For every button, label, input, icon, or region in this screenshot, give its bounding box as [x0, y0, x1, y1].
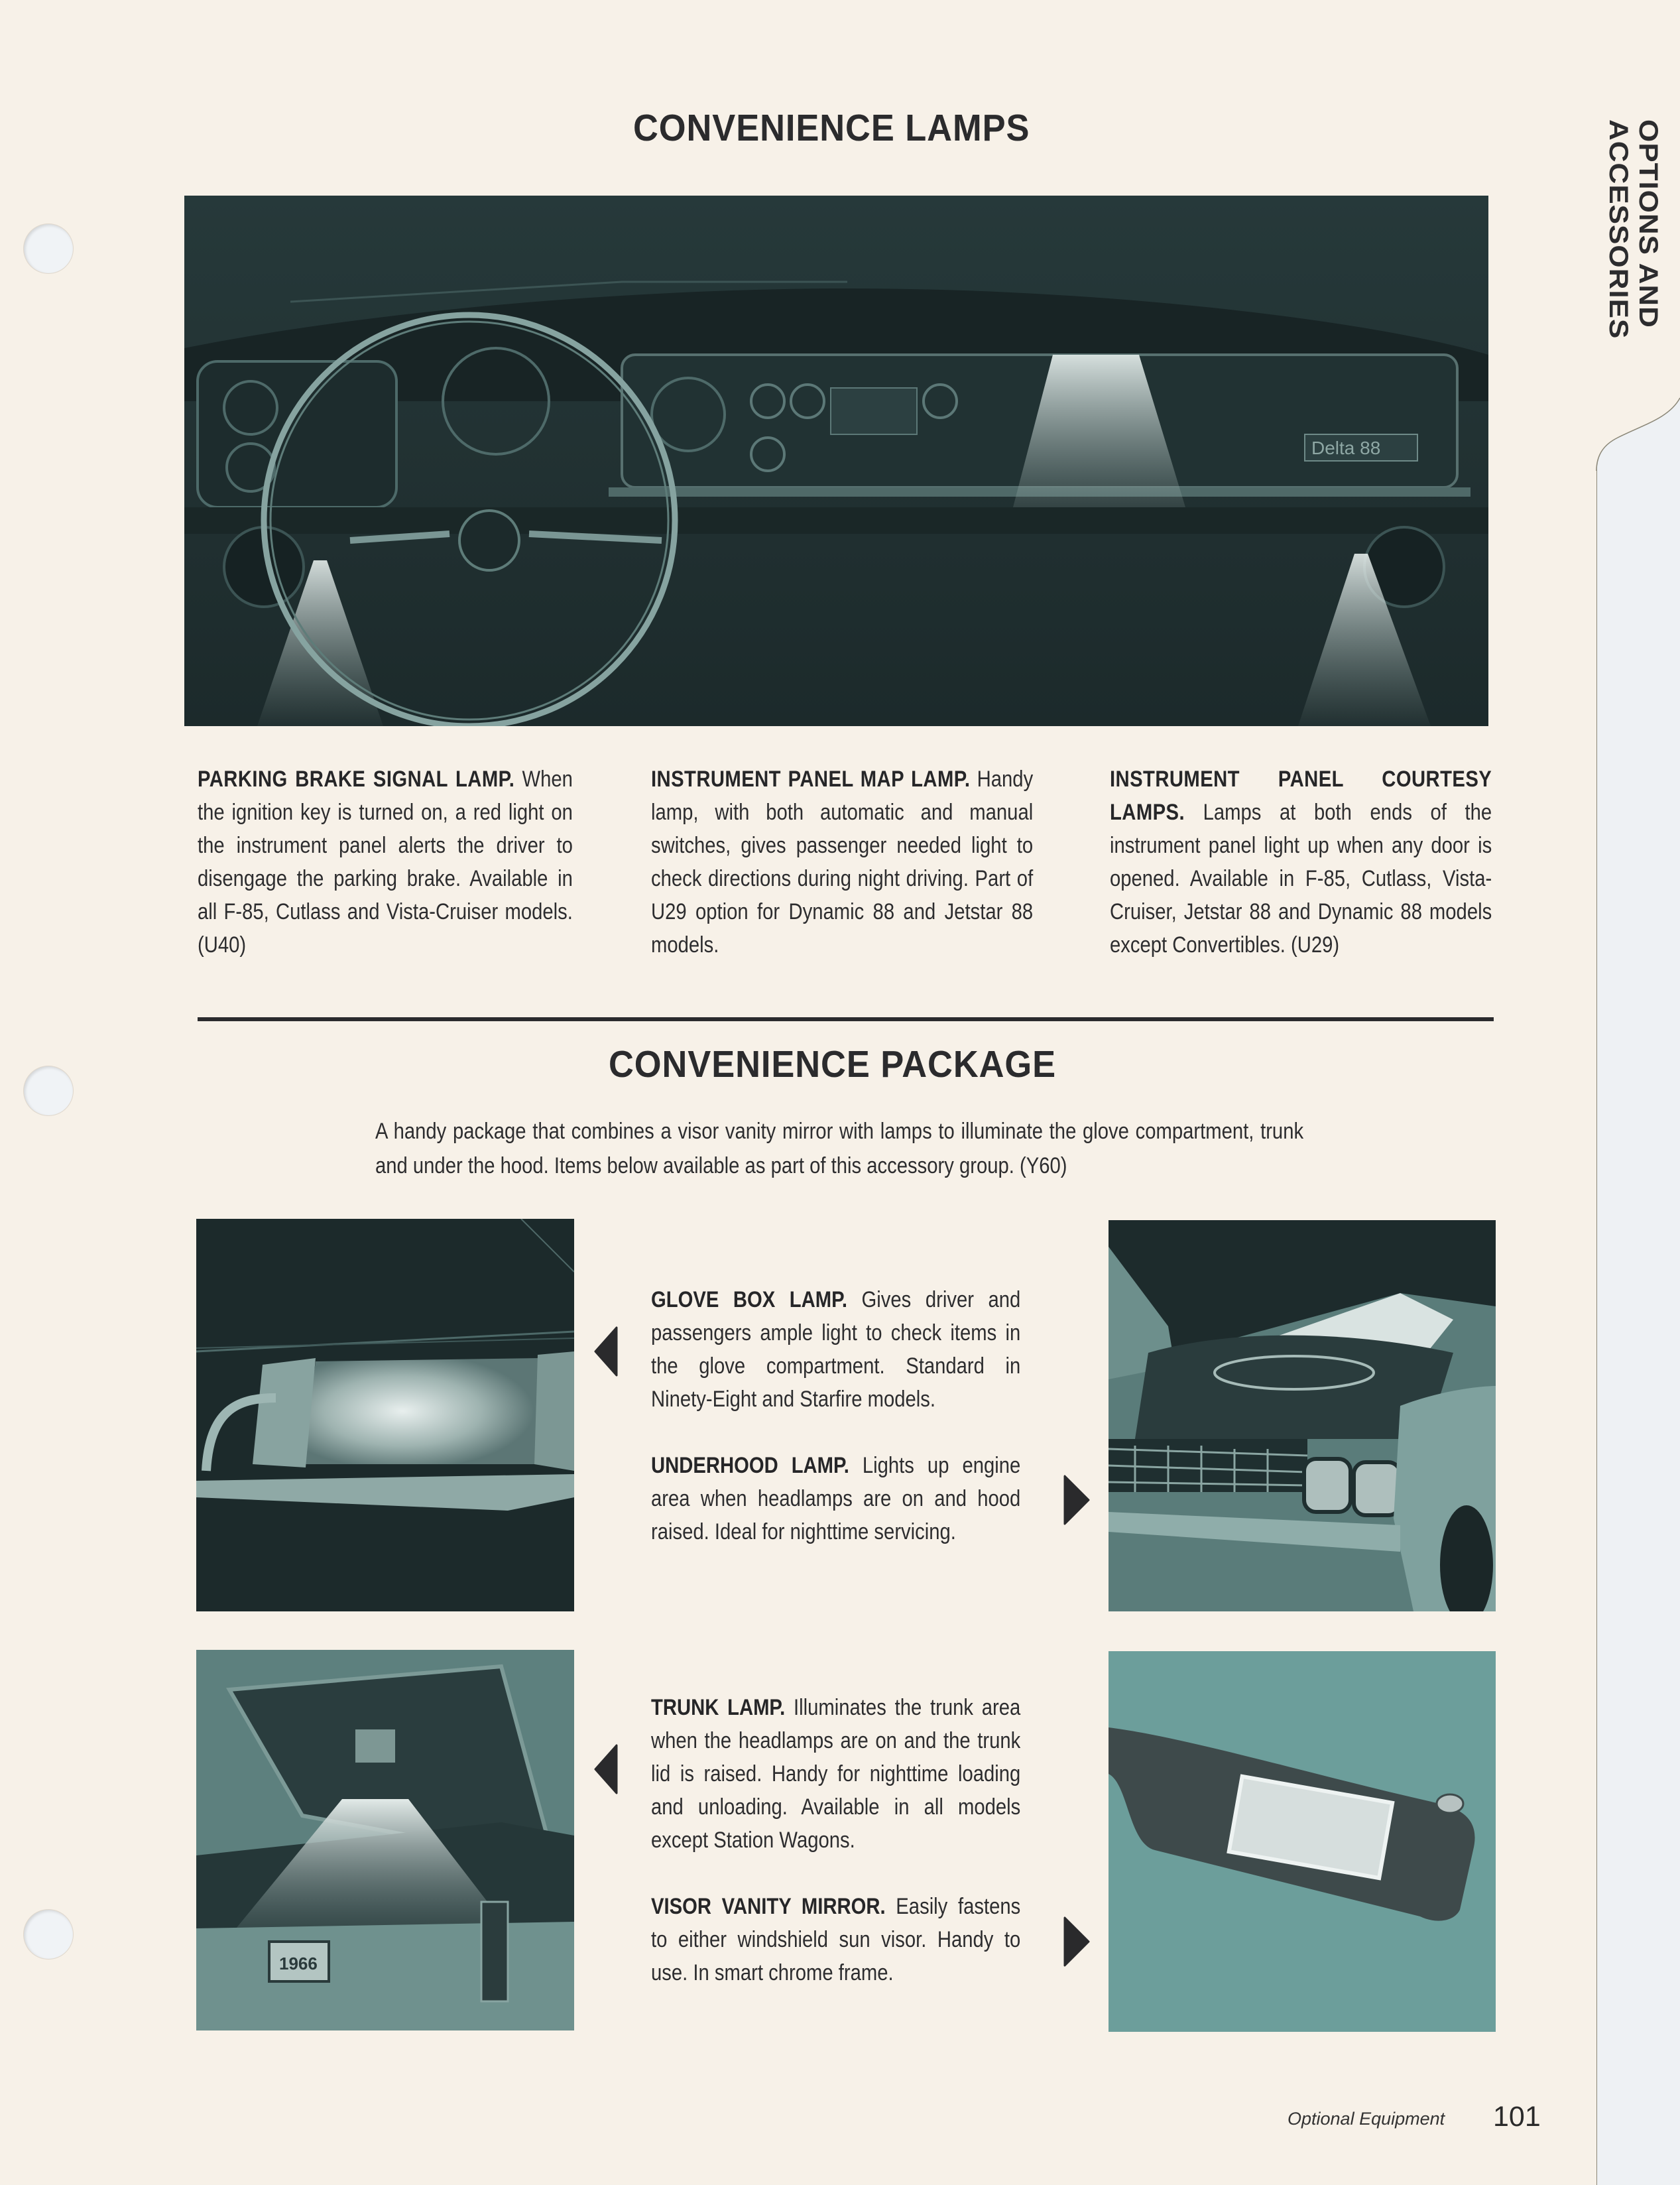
underhood-photo: [1109, 1220, 1496, 1611]
tab-edge-curve: [1591, 371, 1680, 471]
footer-section-label: Optional Equipment: [1288, 2109, 1445, 2129]
side-tab-label: [1603, 119, 1663, 339]
trunk-photo: [196, 1650, 574, 2030]
instrument-panel-map-lamp-description: [651, 763, 1033, 962]
visor-illustration: [1109, 1651, 1496, 2032]
trunk-and-visor-copy: [651, 1691, 1020, 1989]
dashboard-photo: [184, 196, 1488, 726]
binder-hole-top: [24, 224, 73, 273]
instrument-panel-courtesy-lamps-description: [1110, 763, 1492, 962]
trunk-illustration: [196, 1650, 574, 2030]
pointer-right-icon: [1062, 1916, 1090, 1967]
side-tab-line1: OPTIONS AND: [1633, 119, 1663, 328]
glove-box-lamp-description: [651, 1283, 1020, 1416]
item-heading: VISOR VANITY MIRROR.: [651, 1894, 886, 1919]
pointer-left-icon: [594, 1744, 618, 1794]
item-body: Lights up engine area when headlamps are on and hood raised. Ideal for nighttime servicing.: [651, 1453, 1021, 1544]
svg-text:Delta 88: Delta 88: [1311, 438, 1381, 458]
item-heading: TRUNK LAMP.: [651, 1695, 786, 1720]
item-heading: GLOVE BOX LAMP.: [651, 1287, 848, 1312]
item-heading: INSTRUMENT PANEL MAP LAMP.: [651, 767, 971, 792]
pointer-left-icon: [594, 1326, 618, 1377]
convenience-package-intro: A handy package that combines a visor vanity mirror with lamps to illuminate the glove compartment, trunk and under the hood. Items below available as part of this accessory group. (Y60): [375, 1119, 1304, 1178]
glove-box-illustration: [196, 1219, 574, 1611]
item-heading: PARKING BRAKE SIGNAL LAMP.: [198, 767, 515, 792]
item-heading: INSTRUMENT PANEL COURTESY LAMPS.: [1110, 767, 1492, 825]
svg-text:1966: 1966: [279, 1954, 318, 1973]
section-divider: [198, 1017, 1494, 1021]
convenience-package-title: CONVENIENCE PACKAGE: [609, 1043, 1057, 1086]
glove-box-and-underhood-copy: [651, 1283, 1020, 1548]
item-heading: UNDERHOOD LAMP.: [651, 1453, 849, 1478]
pointer-right-icon: [1062, 1475, 1090, 1525]
convenience-lamps-title: CONVENIENCE LAMPS: [633, 107, 1030, 149]
item-body: Lamps at both ends of the instrument panel light up when any door is opened. Available in F-85, Cutlass, Vista-Cruiser, Jetstar 88 and Dynamic 88 models except Convertibles. (U29): [1110, 800, 1492, 958]
glove-box-photo: [196, 1219, 574, 1611]
item-body: Gives driver and passengers ample light to check items in the glove compartment. Standard in Ninety-Eight and Starfire models.: [651, 1287, 1021, 1412]
item-body: When the ignition key is turned on, a red light on the instrument panel alerts the driver to disengage the parking brake. Available in all F-85, Cutlass and Vista-Cruiser models. (U40): [198, 767, 573, 958]
item-body: Easily fastens to either windshield sun visor. Handy to use. In smart chrome frame.: [651, 1894, 1021, 1985]
item-body: Handy lamp, with both automatic and manual switches, gives passenger needed light to check directions during night driving. Part of U29 option for Dynamic 88 and Jetstar 88 models.: [651, 767, 1034, 958]
page-number: 101: [1493, 2101, 1541, 2133]
side-tab-panel: [1596, 469, 1680, 2185]
trunk-lamp-description: [651, 1691, 1020, 1857]
binder-hole-bottom: [24, 1910, 73, 1959]
parking-brake-signal-lamp-description: [198, 763, 573, 962]
binder-hole-middle: [24, 1066, 73, 1115]
underhood-illustration: [1109, 1220, 1496, 1611]
side-tab-line2: ACCESSORIES: [1603, 119, 1633, 340]
underhood-lamp-description: [651, 1449, 1020, 1548]
visor-mirror-photo: [1109, 1651, 1496, 2032]
dashboard-illustration: [184, 196, 1488, 726]
visor-vanity-mirror-description: [651, 1890, 1020, 1989]
item-body: Illuminates the trunk area when the headlamps are on and the trunk lid is raised. Handy for nighttime loading and unloading. Available in all models except Station Wagons.: [651, 1695, 1021, 1853]
